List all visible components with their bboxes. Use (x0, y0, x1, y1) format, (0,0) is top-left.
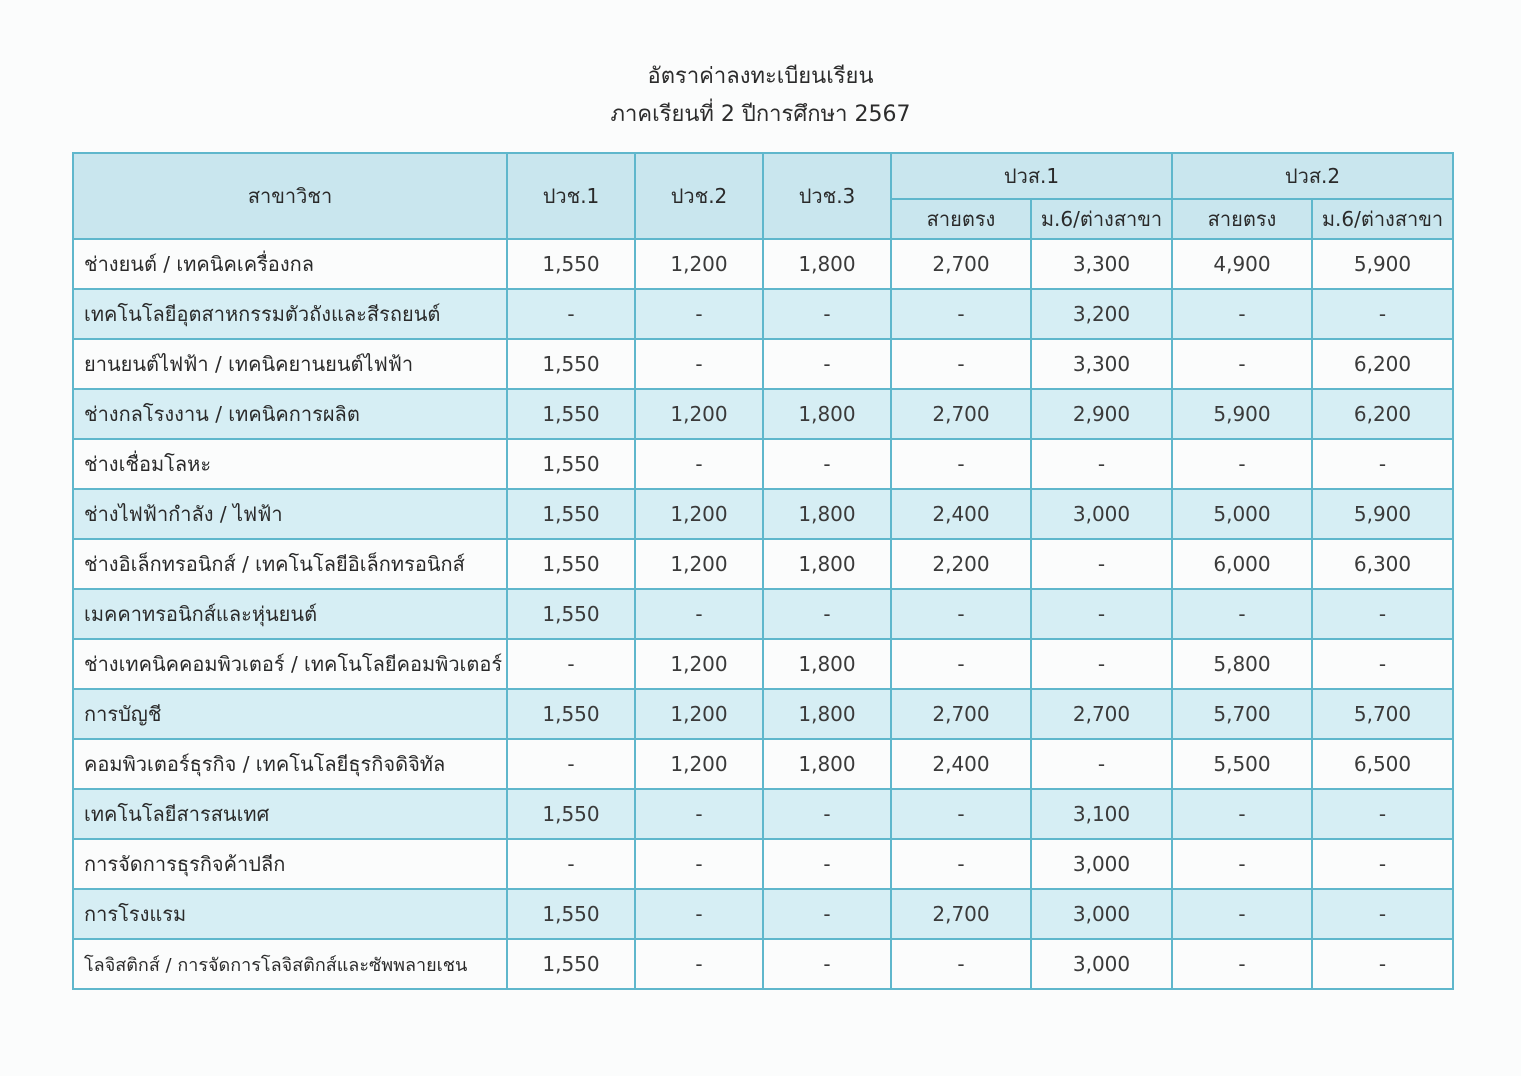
fee-cell: - (763, 939, 891, 989)
fee-cell: - (635, 439, 763, 489)
fee-cell: 3,000 (1031, 839, 1172, 889)
fee-cell: - (1172, 339, 1312, 389)
table-row (73, 789, 1453, 839)
fee-cell: - (635, 289, 763, 339)
fee-cell: - (1172, 289, 1312, 339)
registration-fee-table (72, 152, 1454, 990)
fee-cell: 1,800 (763, 689, 891, 739)
fee-cell: - (1031, 539, 1172, 589)
fee-cell: - (763, 889, 891, 939)
fee-cell: 5,800 (1172, 639, 1312, 689)
fee-cell: - (891, 939, 1031, 989)
fee-cell: - (635, 889, 763, 939)
fee-cell: - (1312, 589, 1453, 639)
fee-cell: 5,700 (1172, 689, 1312, 739)
table-row (73, 439, 1453, 489)
fee-cell: - (891, 439, 1031, 489)
table-row (73, 489, 1453, 539)
table-header (73, 153, 1453, 239)
table-body (73, 239, 1453, 989)
fee-cell: 1,550 (507, 489, 635, 539)
fee-cell: 2,700 (891, 689, 1031, 739)
fee-cell: - (763, 289, 891, 339)
fee-cell: - (1312, 939, 1453, 989)
fee-cell: 1,800 (763, 389, 891, 439)
fee-cell: - (1172, 839, 1312, 889)
header-pws1-other: ม.6/ต่างสาขา (1031, 199, 1172, 239)
fee-cell: 2,700 (1031, 689, 1172, 739)
header-pwc2: ปวช.2 (635, 153, 763, 239)
table-row (73, 739, 1453, 789)
fee-cell: 1,200 (635, 639, 763, 689)
fee-cell: - (1312, 639, 1453, 689)
program-name: ช่างกลโรงงาน / เทคนิคการผลิต (73, 389, 507, 439)
fee-cell: - (1031, 639, 1172, 689)
table-row (73, 289, 1453, 339)
fee-cell: 5,900 (1172, 389, 1312, 439)
fee-cell: - (763, 839, 891, 889)
table-row (73, 639, 1453, 689)
fee-cell: - (635, 589, 763, 639)
header-pws1-direct: สายตรง (891, 199, 1031, 239)
program-name: การบัญชี (73, 689, 507, 739)
table-row (73, 539, 1453, 589)
fee-cell: 1,550 (507, 589, 635, 639)
fee-cell: - (635, 789, 763, 839)
program-name: ช่างเชื่อมโลหะ (73, 439, 507, 489)
fee-cell: 3,300 (1031, 339, 1172, 389)
fee-cell: - (507, 289, 635, 339)
fee-cell: 1,550 (507, 889, 635, 939)
fee-cell: 1,800 (763, 239, 891, 289)
fee-cell: - (1172, 439, 1312, 489)
fee-cell: 1,200 (635, 689, 763, 739)
fee-cell: 2,400 (891, 489, 1031, 539)
table-row (73, 889, 1453, 939)
fee-cell: 6,500 (1312, 739, 1453, 789)
table-row (73, 389, 1453, 439)
fee-cell: - (1172, 889, 1312, 939)
fee-cell: 1,200 (635, 489, 763, 539)
fee-cell: - (891, 589, 1031, 639)
fee-cell: - (507, 739, 635, 789)
header-pws2-other: ม.6/ต่างสาขา (1312, 199, 1453, 239)
program-name: โลจิสติกส์ / การจัดการโลจิสติกส์และซัพพลายเชน (73, 939, 507, 989)
fee-cell: - (1312, 889, 1453, 939)
fee-cell: 5,900 (1312, 239, 1453, 289)
program-name: เทคโนโลยีอุตสาหกรรมตัวถังและสีรถยนต์ (73, 289, 507, 339)
header-pws2-direct: สายตรง (1172, 199, 1312, 239)
fee-cell: - (891, 789, 1031, 839)
fee-cell: 1,200 (635, 739, 763, 789)
fee-cell: 5,000 (1172, 489, 1312, 539)
table-row (73, 939, 1453, 989)
fee-cell: 1,800 (763, 639, 891, 689)
fee-cell: 6,200 (1312, 339, 1453, 389)
fee-cell: 3,100 (1031, 789, 1172, 839)
fee-cell: - (507, 839, 635, 889)
fee-cell: 6,000 (1172, 539, 1312, 589)
fee-cell: 2,700 (891, 389, 1031, 439)
fee-cell: 6,200 (1312, 389, 1453, 439)
program-name: ช่างอิเล็กทรอนิกส์ / เทคโนโลยีอิเล็กทรอนิกส์ (73, 539, 507, 589)
document-title: อัตราค่าลงทะเบียนเรียน (647, 64, 874, 89)
header-pws1: ปวส.1 (891, 153, 1172, 199)
fee-cell: - (507, 639, 635, 689)
program-name: การโรงแรม (73, 889, 507, 939)
program-name: ช่างเทคนิคคอมพิวเตอร์ / เทคโนโลยีคอมพิวเตอร์ (73, 639, 507, 689)
fee-cell: - (763, 589, 891, 639)
fee-cell: 2,700 (891, 889, 1031, 939)
fee-cell: - (891, 289, 1031, 339)
fee-cell: - (891, 639, 1031, 689)
fee-cell: - (1031, 589, 1172, 639)
table-row (73, 689, 1453, 739)
fee-cell: 3,200 (1031, 289, 1172, 339)
fee-cell: - (1172, 939, 1312, 989)
fee-cell: - (763, 789, 891, 839)
fee-cell: 3,000 (1031, 889, 1172, 939)
fee-cell: 5,700 (1312, 689, 1453, 739)
fee-cell: 3,000 (1031, 939, 1172, 989)
fee-cell: 1,550 (507, 389, 635, 439)
program-name: เทคโนโลยีสารสนเทศ (73, 789, 507, 839)
fee-cell: - (763, 439, 891, 489)
fee-cell: 2,900 (1031, 389, 1172, 439)
fee-cell: - (891, 839, 1031, 889)
fee-cell: - (635, 339, 763, 389)
fee-cell: - (891, 339, 1031, 389)
fee-cell: 1,550 (507, 689, 635, 739)
fee-cell: 1,550 (507, 339, 635, 389)
fee-cell: 5,500 (1172, 739, 1312, 789)
fee-cell: 2,200 (891, 539, 1031, 589)
table-row (73, 339, 1453, 389)
program-name: ยานยนต์ไฟฟ้า / เทคนิคยานยนต์ไฟฟ้า (73, 339, 507, 389)
document-subtitle: ภาคเรียนที่ 2 ปีการศึกษา 2567 (610, 102, 911, 127)
fee-cell: 5,900 (1312, 489, 1453, 539)
fee-cell: 1,550 (507, 539, 635, 589)
fee-cell: - (635, 939, 763, 989)
fee-cell: 1,800 (763, 489, 891, 539)
fee-cell: - (1172, 789, 1312, 839)
fee-cell: - (1031, 439, 1172, 489)
table-row (73, 239, 1453, 289)
table-row (73, 589, 1453, 639)
fee-cell: - (763, 339, 891, 389)
fee-cell: 1,550 (507, 239, 635, 289)
fee-cell: 1,200 (635, 239, 763, 289)
fee-cell: 6,300 (1312, 539, 1453, 589)
header-program: สาขาวิชา (73, 153, 507, 239)
fee-cell: 1,200 (635, 389, 763, 439)
program-name: ช่างยนต์ / เทคนิคเครื่องกล (73, 239, 507, 289)
fee-cell: 1,800 (763, 739, 891, 789)
program-name: ช่างไฟฟ้ากำลัง / ไฟฟ้า (73, 489, 507, 539)
program-name: เมคคาทรอนิกส์และหุ่นยนต์ (73, 589, 507, 639)
fee-cell: - (1312, 789, 1453, 839)
fee-cell: 3,300 (1031, 239, 1172, 289)
fee-cell: 2,700 (891, 239, 1031, 289)
table-row (73, 839, 1453, 889)
fee-cell: 1,550 (507, 939, 635, 989)
fee-cell: 4,900 (1172, 239, 1312, 289)
fee-cell: 1,550 (507, 789, 635, 839)
header-pwc1: ปวช.1 (507, 153, 635, 239)
fee-cell: - (1172, 589, 1312, 639)
fee-cell: - (635, 839, 763, 889)
header-pwc3: ปวช.3 (763, 153, 891, 239)
fee-cell: 2,400 (891, 739, 1031, 789)
fee-cell: 1,200 (635, 539, 763, 589)
fee-cell: - (1312, 839, 1453, 889)
fee-cell: - (1312, 439, 1453, 489)
fee-cell: 1,550 (507, 439, 635, 489)
program-name: คอมพิวเตอร์ธุรกิจ / เทคโนโลยีธุรกิจดิจิทัล (73, 739, 507, 789)
header-pws2: ปวส.2 (1172, 153, 1453, 199)
document-header (0, 58, 1521, 134)
fee-cell: 1,800 (763, 539, 891, 589)
fee-cell: 3,000 (1031, 489, 1172, 539)
fee-cell: - (1312, 289, 1453, 339)
fee-cell: - (1031, 739, 1172, 789)
program-name: การจัดการธุรกิจค้าปลีก (73, 839, 507, 889)
